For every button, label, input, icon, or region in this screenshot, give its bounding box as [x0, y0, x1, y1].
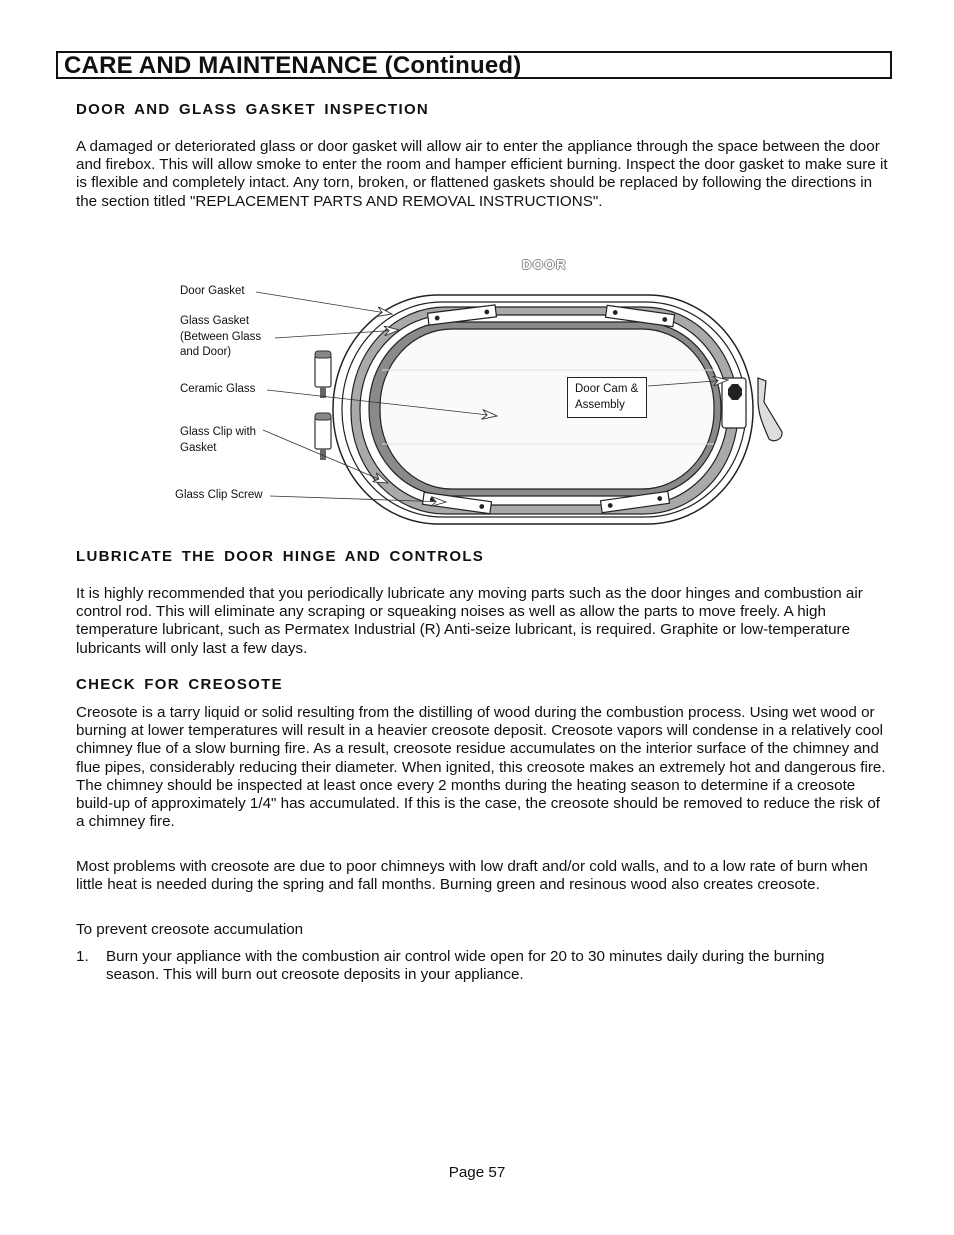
label-ceramic-glass: Ceramic Glass — [180, 383, 256, 395]
door-drawing — [170, 250, 800, 530]
hinge-top — [315, 351, 331, 398]
para-creosote-3: To prevent creosote accumulation — [76, 921, 304, 938]
list-item-number: 1. — [76, 948, 89, 965]
door-diagram — [170, 250, 800, 530]
para-creosote-2: Most problems with creosote are due to poor chimneys with low draft and/or cold walls, and to a low rate of burn when little heat is needed during the spring and fall months. Burning green and resinous wood also creates creosote. — [76, 858, 868, 894]
door-cam-callout — [567, 377, 647, 418]
label-glass-gasket-1: Glass Gasket — [180, 315, 250, 327]
page-title: CARE AND MAINTENANCE (Continued) — [64, 52, 522, 79]
label-glass-gasket-2: (Between Glass — [180, 331, 262, 343]
list-item-text: Burn your appliance with the combustion air control wide open for 20 to 30 minutes daily during the burning season. This will burn out creosote deposits in your appliance. — [106, 948, 825, 984]
door-label: DOOR — [522, 257, 567, 272]
label-glass-clip-screw: Glass Clip Screw — [175, 489, 263, 501]
label-glass-clip-2: Gasket — [180, 442, 217, 454]
label-glass-clip-1: Glass Clip with — [180, 426, 257, 438]
label-glass-gasket-3: and Door) — [180, 346, 232, 358]
ceramic-glass — [380, 329, 714, 489]
label-door-cam-2: Assembly — [575, 398, 625, 411]
page-number: Page 57 — [448, 1164, 506, 1181]
title-box — [56, 51, 892, 79]
label-door-gasket: Door Gasket — [180, 285, 245, 297]
para-lubricate: It is highly recommended that you periodically lubricate any moving parts such as the door hinges and combustion air control rod. This will eliminate any scraping or squeaking noises as well as allow the parts to move freely. A high temperature lubricant, such as Permatex Industrial (R) Anti-seize lubricant, is required. Graphite or low-temperature lubricants will only last a few days. — [76, 585, 863, 657]
heading-door-glass: DOOR AND GLASS GASKET INSPECTION — [76, 101, 430, 118]
heading-lubricate: LUBRICATE THE DOOR HINGE AND CONTROLS — [76, 548, 485, 565]
para-door-glass: A damaged or deteriorated glass or door gasket will allow air to enter the appliance through the space between the door and firebox. This will allow smoke to enter the room and hamper efficient burning. Inspect the door gasket to make sure it is flexible and completely intact. Any torn, broken, or flattened gaskets should be replaced by following the directions in the section titled "REPLACEMENT PARTS AND REMOVAL INSTRUCTIONS". — [76, 138, 888, 210]
label-door-cam-1: Door Cam & — [575, 383, 639, 395]
heading-creosote: CHECK FOR CREOSOTE — [76, 676, 283, 693]
para-creosote-1: Creosote is a tarry liquid or solid resulting from the distilling of wood during the combustion process. Using wet wood or burning at lower temperatures will result in a heavier creosote deposit. Creosote vapors will condense in a relatively cool chimney flue of a slow burning fire. As a result, creosote residue accumulates on the interior surface of the chimney and flue pipes, considerably reducing their diameter. When ignited, this creosote makes an extremely hot and dangerous fire. The chimney should be inspected at least once every 2 months during the heating season to determine if a creosote build-up of approximately 1/4" has accumulated. If this is the case, the creosote should be removed to reduce the risk of a chimney fire. — [76, 704, 886, 831]
